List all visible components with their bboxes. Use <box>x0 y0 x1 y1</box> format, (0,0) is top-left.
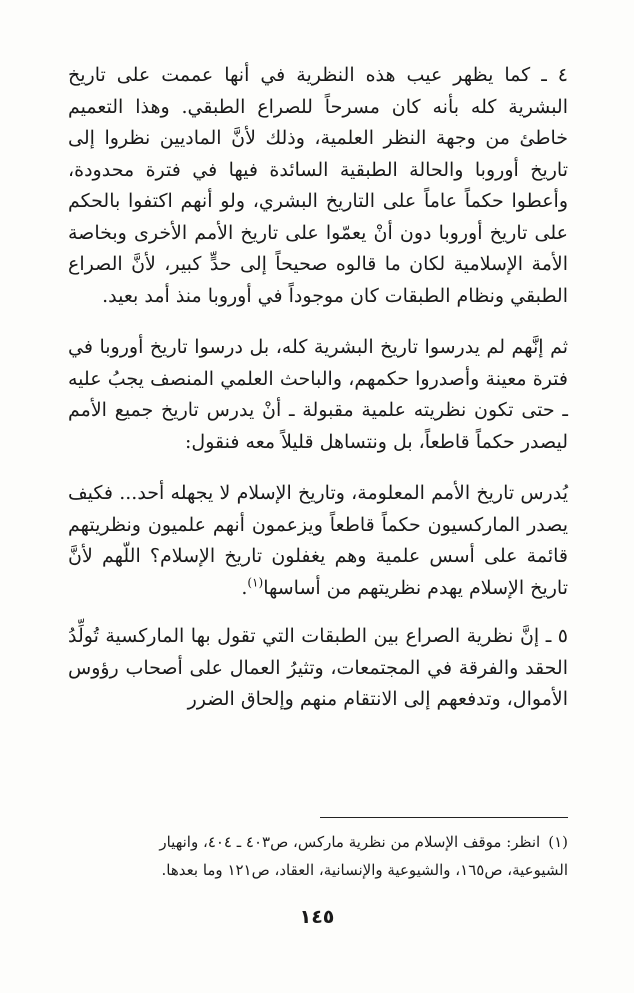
page-number: ١٤٥ <box>299 906 335 928</box>
paragraph-thumma: ثم إنَّهم لم يدرسوا تاريخ البشرية كله، بل درسوا تاريخ أوروبا في فترة معينة وأصدروا حكمهم، والباحث العلمي المنصف يجبُ عليه ـ حتى تكون نظريته علمية مقبولة ـ أنْ يدرس تاريخ جميع الأمم ليصدر حكماً قاطعاً، بل ونتساهل قليلاً معه فنقول: <box>68 336 568 453</box>
main-text <box>68 60 568 736</box>
paragraph-yudras: يُدرس تاريخ الأمم المعلومة، وتاريخ الإسلام لا يجهله أحد... فكيف يصدر الماركسيون حكماً قاطعاً ويزعمون أنهم علميون ونظريتهم قائمة على أسس علمية وهم يغفلون تاريخ الإسلام؟ اللّهم لأنَّ تاريخ الإسلام يهدم نظريتهم من أساسها$^{(١)}$. <box>68 482 568 599</box>
footnote-reference[interactable]: (١) <box>247 575 264 590</box>
footnote-number: (١) <box>548 833 568 851</box>
paragraph-5: ٥ ـ إنَّ نظرية الصراع بين الطبقات التي تقول بها الماركسية تُولِّدُ الحقد والفرقة في المجتمعات، وتثيرُ العمال على أصحاب رؤوس الأموال، وتدفعهم إلى الانتقام منهم وإلحاق الضرر <box>68 625 568 710</box>
footnote-line-2: الشيوعية، ص١٦٥، والشيوعية والإنسانية، العقاد، ص١٢١ وما بعدها. <box>161 861 568 879</box>
footnote-separator <box>320 817 568 818</box>
footnote-text-1: انظر: موقف الإسلام من نظرية ماركس، ص٤٠٣ ـ ٤٠٤، وانهيار <box>159 833 541 851</box>
paragraph-yudras-text: يُدرس تاريخ الأمم المعلومة، وتاريخ الإسلام لا يجهله أحد... فكيف يصدر الماركسيون حكماً قاطعاً ويزعمون أنهم علميون ونظريتهم قائمة على أسس علمية وهم يغفلون تاريخ الإسلام؟ اللّهم لأنَّ تاريخ الإسلام يهدم نظريتهم من أساسها <box>68 482 568 599</box>
paragraph-4: ٤ ـ كما يظهر عيب هذه النظرية في أنها عممت على تاريخ البشرية كله بأنه كان مسرحاً للصراع الطبقي. وهذا التعميم خاطئ من وجهة النظر العلمية، وذلك لأنَّ الماديين نظروا إلى تاريخ أوروبا والحالة الطبقية السائدة فيها في فترة محدودة، وأعطوا حكماً عاماً على التاريخ البشري، ولو أنهم اكتفوا بالحكم على تاريخ أوروبا دون أنْ يعمّوا على تاريخ الأمم الأخرى وبخاصة الأمة الإسلامية لكان ما قالوه صحيحاً إلى حدٍّ كبير، لأنَّ الصراع الطبقي ونظام الطبقات كان موجوداً في أوروبا منذ أمد بعيد. <box>68 64 568 307</box>
footnote-line-1 <box>68 828 568 856</box>
footnote <box>68 828 568 884</box>
